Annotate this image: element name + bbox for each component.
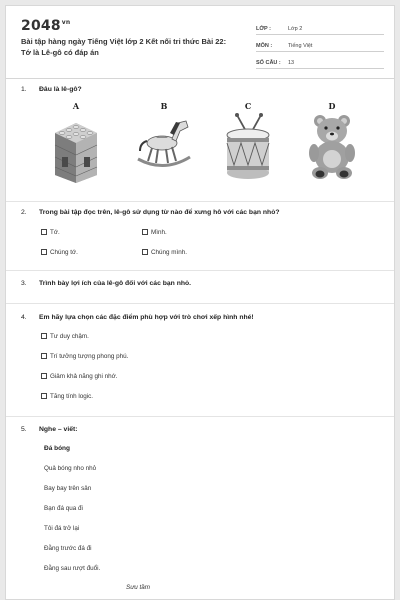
question-text: Trình bày lợi ích của lê-gô đối với các bạn nhỏ. bbox=[39, 280, 192, 287]
choice-d[interactable] bbox=[302, 101, 362, 181]
meta-row-subject bbox=[256, 35, 384, 52]
question-2 bbox=[21, 209, 280, 216]
question-number: 5. bbox=[21, 426, 27, 433]
worksheet-title: Bài tập hàng ngày Tiếng Việt lớp 2 Kết nối tri thức Bài 22: Tớ là Lê-gô có đáp án bbox=[21, 37, 227, 57]
checkbox-icon[interactable] bbox=[41, 353, 47, 359]
poem-line: Đằng trước đá đi bbox=[44, 545, 92, 552]
teddy-bear-icon bbox=[304, 113, 360, 181]
question-text: Đâu là lê-gô? bbox=[39, 86, 82, 93]
choice-letter: C bbox=[244, 101, 252, 111]
lego-tower-icon bbox=[47, 113, 105, 185]
choice-a[interactable] bbox=[46, 101, 106, 185]
meta-table bbox=[256, 18, 384, 69]
option-label: Chúng mình. bbox=[151, 249, 188, 256]
poem-line: Bạn đá qua đi bbox=[44, 505, 83, 512]
image-choices bbox=[46, 101, 376, 191]
rocking-horse-icon bbox=[134, 113, 194, 173]
drum-icon bbox=[223, 113, 273, 181]
option-label: Trí tưởng tượng phong phú. bbox=[50, 353, 129, 360]
option-item[interactable] bbox=[41, 229, 60, 236]
option-label: Tư duy chậm. bbox=[50, 333, 89, 340]
option-label: Tớ. bbox=[50, 229, 60, 236]
section-divider bbox=[6, 416, 395, 417]
poem-line: Quả bóng nho nhỏ bbox=[44, 465, 97, 472]
poem-credit: Sưu tầm bbox=[126, 584, 150, 591]
checkbox-icon[interactable] bbox=[142, 249, 148, 255]
section-divider bbox=[6, 270, 395, 271]
question-5 bbox=[21, 426, 78, 433]
option-item[interactable] bbox=[41, 373, 118, 380]
checkbox-icon[interactable] bbox=[41, 229, 47, 235]
option-item[interactable] bbox=[41, 333, 89, 340]
option-item[interactable] bbox=[142, 249, 187, 256]
brand-logo: $2048^{vn}$ bbox=[21, 18, 71, 34]
choice-b[interactable] bbox=[134, 101, 194, 173]
question-number: 3. bbox=[21, 280, 27, 287]
checkbox-icon[interactable] bbox=[41, 249, 47, 255]
meta-label: SỐ CÂU : bbox=[256, 60, 281, 66]
question-number: 2. bbox=[21, 209, 27, 216]
choice-c[interactable] bbox=[218, 101, 278, 181]
question-text: Em hãy lựa chọn các đặc điểm phù hợp với trò chơi xếp hình nhé! bbox=[39, 314, 254, 321]
meta-value: Lớp 2 bbox=[288, 26, 303, 32]
checkbox-icon[interactable] bbox=[41, 373, 47, 379]
poem-line: Đằng sau rượt đuổi. bbox=[44, 565, 101, 572]
question-4 bbox=[21, 314, 254, 321]
meta-label: LỚP : bbox=[256, 26, 271, 32]
poem-line: Tôi đá trở lại bbox=[44, 525, 80, 532]
option-label: Chúng tớ. bbox=[50, 249, 78, 256]
choice-letter: A bbox=[72, 101, 80, 111]
meta-value: Tiếng Việt bbox=[288, 43, 313, 49]
header-divider bbox=[6, 78, 395, 79]
section-divider bbox=[6, 303, 395, 304]
question-number: 1. bbox=[21, 86, 27, 93]
checkbox-icon[interactable] bbox=[41, 393, 47, 399]
meta-row-count bbox=[256, 52, 384, 69]
option-label: Tăng tính logic. bbox=[50, 393, 94, 400]
choice-letter: B bbox=[160, 101, 168, 111]
section-divider bbox=[6, 201, 395, 202]
question-text: Trong bài tập đọc trên, lê-gô sử dụng từ nào để xưng hô với các bạn nhỏ? bbox=[39, 209, 280, 216]
question-1 bbox=[21, 86, 82, 93]
option-label: Mình. bbox=[151, 229, 167, 236]
checkbox-icon[interactable] bbox=[41, 333, 47, 339]
poem-title: Đá bóng bbox=[44, 445, 70, 452]
poem-line: Bay bay trên sân bbox=[44, 485, 92, 492]
meta-row-grade bbox=[256, 18, 384, 35]
checkbox-icon[interactable] bbox=[142, 229, 148, 235]
question-text: Nghe – viết: bbox=[39, 426, 78, 433]
meta-label: MÔN : bbox=[256, 43, 273, 49]
question-number: 4. bbox=[21, 314, 27, 321]
choice-letter: D bbox=[328, 101, 336, 111]
option-item[interactable] bbox=[41, 353, 128, 360]
question-3 bbox=[21, 280, 191, 287]
option-item[interactable] bbox=[41, 393, 93, 400]
option-item[interactable] bbox=[142, 229, 167, 236]
option-item[interactable] bbox=[41, 249, 78, 256]
option-label: Giảm khả năng ghi nhớ. bbox=[50, 373, 118, 380]
meta-value: 13 bbox=[288, 60, 295, 66]
worksheet-page bbox=[5, 5, 395, 600]
worksheet-header bbox=[6, 6, 395, 76]
